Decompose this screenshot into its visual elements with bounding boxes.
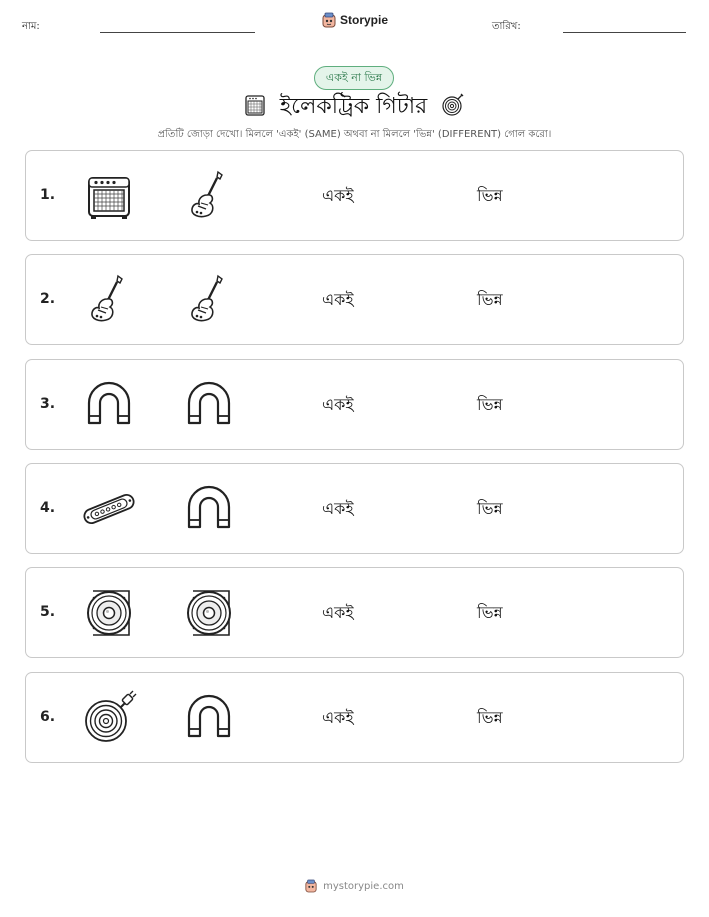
name-label: নাম: [22, 21, 40, 32]
option-different[interactable]: ভিন্ন [477, 394, 503, 414]
date-label: তারিখ: [492, 21, 521, 32]
question-row [25, 359, 684, 450]
question-row [25, 463, 684, 554]
horseshoe-magnet-icon [181, 690, 237, 746]
question-number: 1. [40, 187, 56, 203]
question-number: 5. [40, 604, 56, 621]
question-row [25, 150, 684, 241]
electric-guitar-icon [181, 272, 237, 328]
option-same[interactable]: একই [322, 290, 354, 310]
question-row [25, 567, 684, 658]
question-number: 4. [40, 499, 56, 516]
worksheet-type-badge: একই না ভিন্ন [314, 66, 394, 90]
title-row [0, 90, 709, 124]
question-row [25, 672, 684, 763]
brand-name: Storypie [340, 13, 389, 27]
horseshoe-magnet-icon [181, 377, 237, 433]
option-different[interactable]: ভিন্ন [477, 498, 503, 518]
amplifier-icon [81, 168, 137, 224]
amplifier-icon [244, 93, 266, 121]
option-same[interactable]: একই [322, 186, 354, 205]
electric-guitar-icon [81, 272, 137, 328]
cable-icon [81, 690, 137, 746]
name-line[interactable] [100, 32, 255, 33]
storypie-mascot-icon [322, 12, 336, 28]
option-different[interactable]: ভিন্ন [477, 290, 503, 310]
cable-icon [441, 93, 465, 121]
page-title: ইলেকট্রিক গিটার [279, 93, 428, 119]
question-number: 6. [40, 708, 56, 725]
electric-guitar-icon [181, 168, 237, 224]
instructions: প্রতিটি জোড়া দেখো। মিললে 'একই' (SAME) অথবা না মিললে 'ভিন্ন' (DIFFERENT) গোল করো। [157, 129, 552, 140]
option-same[interactable]: একই [322, 603, 354, 623]
option-same[interactable]: একই [322, 394, 354, 414]
guitar-pickup-icon [81, 481, 137, 537]
question-row [25, 254, 684, 345]
storypie-mascot-icon [305, 879, 317, 893]
question-number: 2. [40, 291, 56, 308]
option-same[interactable]: একই [322, 707, 354, 727]
speaker-icon [181, 585, 237, 641]
horseshoe-magnet-icon [181, 481, 237, 537]
option-different[interactable]: ভিন্ন [477, 707, 503, 727]
option-same[interactable]: একই [322, 498, 354, 518]
question-number: 3. [40, 395, 56, 412]
option-different[interactable]: ভিন্ন [477, 603, 503, 623]
horseshoe-magnet-icon [81, 377, 137, 433]
footer-url[interactable]: mystorypie.com [323, 880, 404, 892]
brand-logo [322, 12, 388, 28]
speaker-icon [81, 585, 137, 641]
option-different[interactable]: ভিন্ন [477, 186, 503, 205]
footer [0, 879, 709, 893]
date-line[interactable] [563, 32, 686, 33]
